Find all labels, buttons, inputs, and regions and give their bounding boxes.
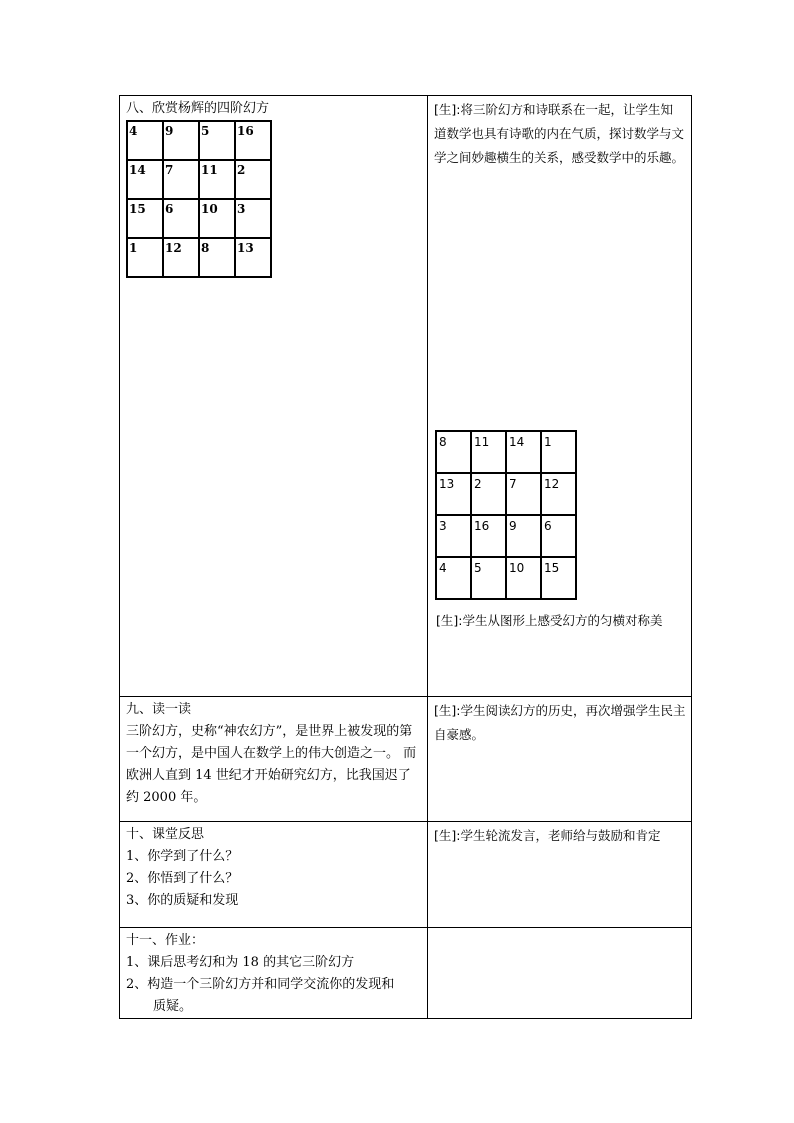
right-cell — [428, 822, 692, 928]
section-title: 十、课堂反思 — [126, 827, 205, 842]
row-reflection — [120, 822, 692, 928]
student-note: [生]:学生轮流发言，老师给与鼓励和肯定 — [434, 828, 661, 843]
square-cell: 2 — [235, 160, 271, 199]
left-cell — [120, 96, 428, 697]
square-cell: 12 — [163, 238, 199, 277]
square-cell: 12 — [541, 473, 576, 515]
left-cell — [120, 928, 428, 1019]
square-cell: 7 — [163, 160, 199, 199]
square-cell: 8 — [199, 238, 235, 277]
square-row — [127, 121, 271, 160]
lesson-table — [119, 95, 692, 1019]
section-title: 九、读一读 — [126, 702, 192, 717]
square-cell: 4 — [436, 557, 471, 599]
right-cell — [428, 928, 692, 1019]
square-cell: 5 — [471, 557, 506, 599]
square-cell: 16 — [235, 121, 271, 160]
square-cell: 1 — [127, 238, 163, 277]
list-item: 2、你悟到了什么？ — [126, 871, 239, 886]
square-cell: 8 — [436, 431, 471, 473]
square-cell: 16 — [471, 515, 506, 557]
square-row — [127, 238, 271, 277]
square-cell: 15 — [127, 199, 163, 238]
list-item: 1、课后思考幻和为 18 的其它三阶幻方 — [126, 955, 355, 970]
square-cell: 14 — [506, 431, 541, 473]
square-row — [127, 199, 271, 238]
square-cell: 3 — [235, 199, 271, 238]
reading-paragraph: 三阶幻方，史称“神农幻方”，是世界上被发现的第一个幻方，是中国人在数学上的伟大创造之一。 而欧洲人直到 14 世纪才开始研究幻方，比我国迟了约 2000 年。 — [126, 724, 417, 805]
square-cell: 5 — [199, 121, 235, 160]
square-cell: 2 — [471, 473, 506, 515]
list-item-continuation: 质疑。 — [153, 999, 193, 1014]
right-cell — [428, 697, 692, 822]
section-title: 十一、作业： — [126, 933, 205, 948]
square-cell: 13 — [436, 473, 471, 515]
square-cell: 14 — [127, 160, 163, 199]
square-cell: 1 — [541, 431, 576, 473]
left-cell — [120, 697, 428, 822]
square-cell: 10 — [506, 557, 541, 599]
square-cell: 7 — [506, 473, 541, 515]
list-item: 3、你的质疑和发现 — [126, 893, 239, 908]
square-row — [436, 557, 576, 599]
square-cell: 6 — [541, 515, 576, 557]
list-item: 1、你学到了什么？ — [126, 849, 239, 864]
square-cell: 9 — [163, 121, 199, 160]
magic-square-symmetric — [435, 430, 577, 600]
student-note-symmetry: [生]:学生从图形上感受幻方的匀横对称美 — [436, 613, 663, 628]
row-appreciate — [120, 96, 692, 697]
left-cell — [120, 822, 428, 928]
square-cell: 11 — [199, 160, 235, 199]
square-cell: 13 — [235, 238, 271, 277]
square-row — [436, 473, 576, 515]
square-cell: 10 — [199, 199, 235, 238]
list-item: 2、构造一个三阶幻方并和同学交流你的发现和 — [126, 977, 395, 992]
square-row — [436, 515, 576, 557]
magic-square-yanghui — [126, 120, 272, 278]
row-homework — [120, 928, 692, 1019]
square-cell: 15 — [541, 557, 576, 599]
square-cell: 9 — [506, 515, 541, 557]
row-reading — [120, 697, 692, 822]
student-note: [生]:将三阶幻方和诗联系在一起，让学生知道数学也具有诗歌的内在气质，探讨数学与文学之间妙趣横生的关系，感受数学中的乐趣。 — [434, 102, 685, 165]
square-cell: 4 — [127, 121, 163, 160]
square-cell: 6 — [163, 199, 199, 238]
square-row — [436, 431, 576, 473]
section-title: 八、欣赏杨辉的四阶幻方 — [126, 101, 270, 116]
right-cell — [428, 96, 692, 697]
square-cell: 3 — [436, 515, 471, 557]
student-note: [生]:学生阅读幻方的历史，再次增强学生民主自豪感。 — [434, 703, 686, 742]
square-row — [127, 160, 271, 199]
square-cell: 11 — [471, 431, 506, 473]
